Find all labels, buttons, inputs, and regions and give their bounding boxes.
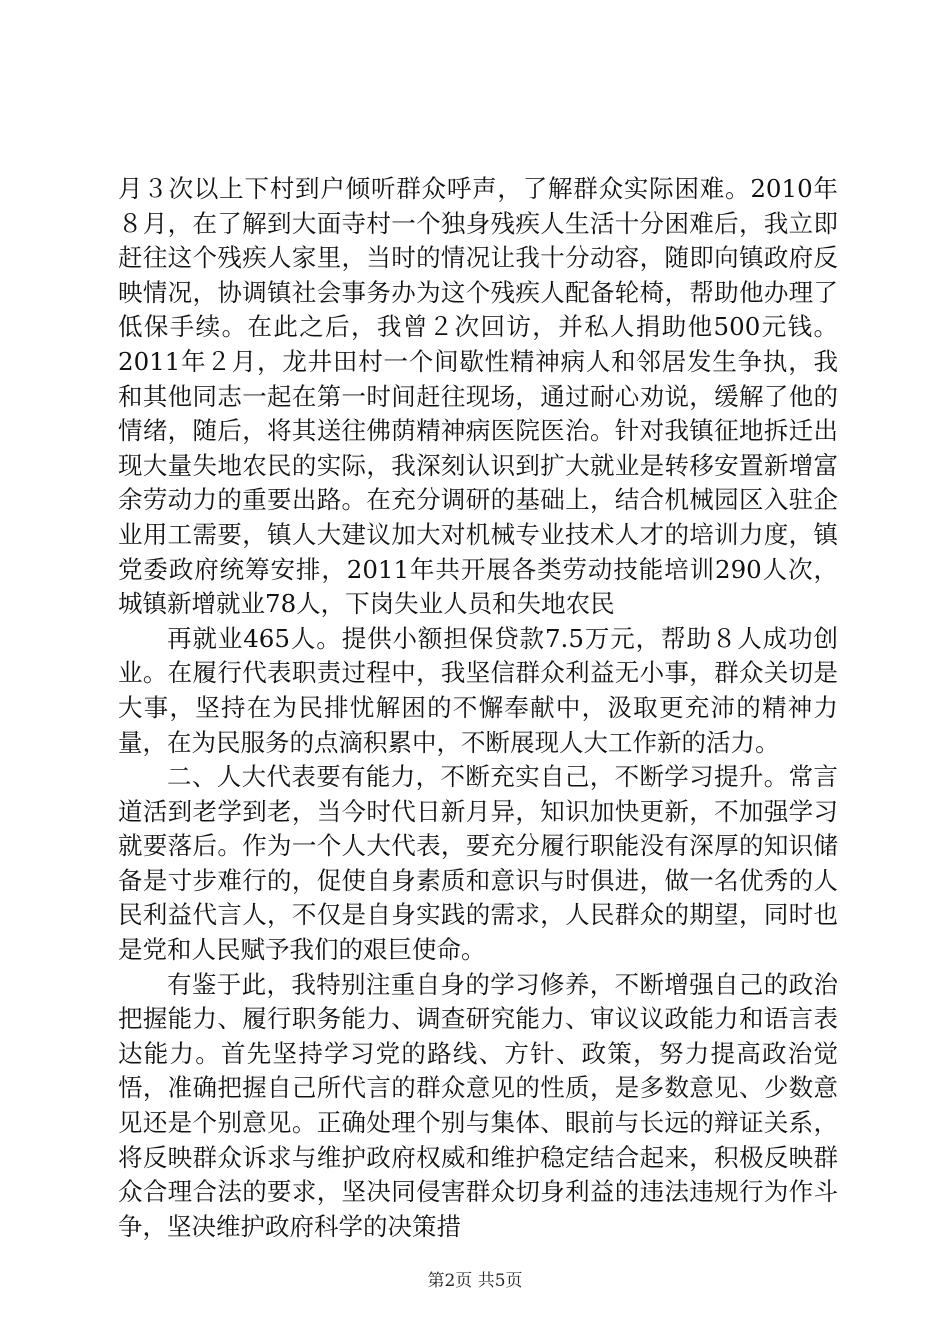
page-number-footer: 第2页 共5页: [427, 1271, 523, 1291]
paragraph-section-two: 二、人大代表要有能力，不断充实自己，不断学习提升。常言道活到老学到老，当今时代日新月异，知识加快更新，不加强学习就要落后。作为一个人大代表，要充分履行职能没有深厚的知识储备是寸步难行的，促使自身素质和意识与时俱进，做一名优秀的人民利益代言人，不仅是自身实践的需求，人民群众的期望，同时也是党和人民赋予我们的艰巨使命。: [118, 762, 838, 965]
paragraph-continuation: 月３次以上下村到户倾听群众呼声，了解群众实际困难。2010年８月，在了解到大面寺村一个独身残疾人生活十分困难后，我立即赶往这个残疾人家里，当时的情况让我十分动容，随即向镇政府反映情况，协调镇社会事务办为这个残疾人配备轮椅，帮助他办理了低保手续。在此之后，我曾２次回访，并私人捐助他500元钱。2011年２月，龙井田村一个间歇性精神病人和邻居发生争执，我和其他同志一起在第一时间赶往现场，通过耐心劝说，缓解了他的情绪，随后，将其送往佛荫精神病医院医治。针对我镇征地拆迁出现大量失地农民的实际，我深刻认识到扩大就业是转移安置新增富余劳动力的重要出路。在充分调研的基础上，结合机械园区入驻企业用工需要，镇人大建议加大对机械专业技术人才的培训力度，镇党委政府统筹安排，2011年共开展各类劳动技能培训290人次，城镇新增就业78人，下岗失业人员和失地农民: [118, 174, 838, 619]
paragraph-reemployment: 再就业465人。提供小额担保贷款7.5万元，帮助８人成功创业。在履行代表职责过程中，我坚信群众利益无小事，群众关切是大事，坚持在为民排忧解困的不懈奉献中，汲取更充沛的精神力量，在为民服务的点滴积累中，不断展现人大工作新的活力。: [118, 623, 838, 757]
document-body: [118, 172, 838, 1244]
paragraph-study: 有鉴于此，我特别注重自身的学习修养，不断增强自己的政治把握能力、履行职务能力、调查研究能力、审议议政能力和语言表达能力。首先坚持学习党的路线、方针、政策，努力提高政治觉悟，准确把握自己所代言的群众意见的性质，是多数意见、少数意见还是个别意见。正确处理个别与集体、眼前与长远的辩证关系，将反映群众诉求与维护政府权威和维护稳定结合起来，积极反映群众合理合法的要求，坚决同侵害群众切身利益的违法违规行为作斗争，坚决维护政府科学的决策措: [118, 969, 838, 1241]
